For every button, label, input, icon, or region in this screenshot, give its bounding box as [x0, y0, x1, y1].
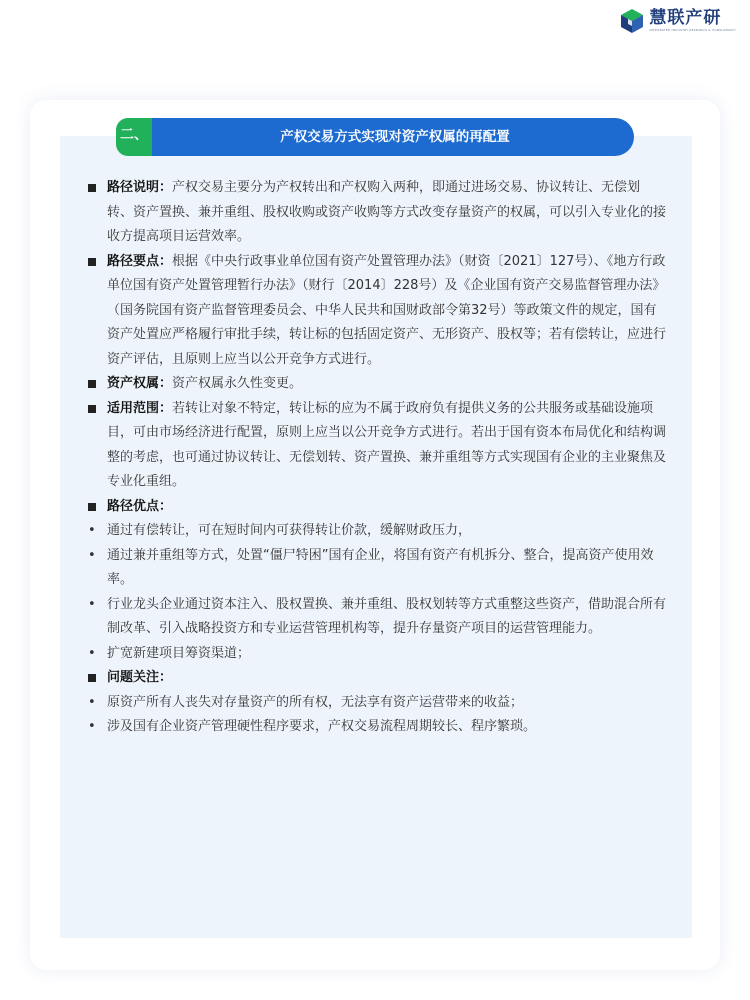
square-bullet-icon: [88, 674, 96, 682]
list-item: [86, 495, 666, 520]
dot-bullet-icon: •: [88, 547, 96, 563]
dot-bullet-icon: •: [88, 694, 96, 710]
list-item: [86, 642, 666, 667]
dot-bullet-icon: •: [88, 596, 96, 612]
bullet-list: [86, 176, 666, 740]
list-item: [86, 372, 666, 397]
list-item: [86, 715, 666, 740]
dot-bullet-icon: •: [88, 645, 96, 661]
item-text: 原资产所有人丧失对存量资产的所有权，无法享有资产运营带来的收益；: [107, 694, 524, 710]
logo-name: 慧联产研: [649, 8, 722, 28]
square-bullet-icon: [88, 503, 96, 511]
item-text: 若转让对象不特定，转让标的应为不属于政府负有提供义务的公共服务或基础设施项目，可由市场经济进行配置，原则上应当以公开竞争方式进行。若出于国有资本布局优化和结构调整的考虑，也可通过协议转让、无偿划转、资产置换、兼并重组等方式实现国有企业的主业聚焦及专业化重组。: [107, 400, 667, 489]
item-key: 路径说明：: [107, 180, 173, 195]
item-text: 扩宽新建项目筹资渠道；: [107, 645, 251, 661]
section-title: 产权交易方式实现对资产权属的再配置: [280, 129, 510, 145]
dot-bullet-icon: •: [88, 523, 96, 538]
item-text: 通过有偿转让，可在短时间内可获得转让价款，缓解财政压力，: [107, 523, 472, 538]
list-item: [86, 250, 666, 373]
square-bullet-icon: [88, 184, 96, 192]
item-text: 涉及国有企业资产管理硬性程序要求，产权交易流程周期较长、程序繁琐。: [107, 719, 537, 734]
section-banner: [116, 118, 634, 156]
list-item: [86, 691, 666, 716]
list-item: [86, 666, 666, 691]
list-item: [86, 519, 666, 544]
cube-logo-icon: [619, 8, 645, 34]
brand-logo: [619, 8, 736, 34]
section-number-badge: 二、: [116, 118, 152, 156]
item-key: 适用范围：: [107, 400, 173, 416]
item-text: 根据《中央行政事业单位国有资产处置管理办法》（财资〔2021〕127号）、《地方行政单位国有资产处置管理暂行办法》（财行〔2014〕228号）及《企业国有资产交易监督管理办法》（国务院国有资产监督管理委员会、中华人民共和国财政部令第32号）等政策文件的规定，国有资产处置应严格履行审批手续，转让标的包括固定资产、无形资产、股权等；若有偿转让，应进行资产评估，且原则上应当以公开竞争方式进行。: [107, 253, 667, 367]
item-text: 资产权属永久性变更。: [172, 376, 303, 391]
dot-bullet-icon: •: [88, 719, 96, 734]
square-bullet-icon: [88, 380, 96, 388]
list-item: [86, 176, 666, 250]
list-item: [86, 544, 666, 593]
item-text: 行业龙头企业通过资本注入、股权置换、兼并重组、股权划转等方式重整这些资产，借助混合所有制改革、引入战略投资方和专业运营管理机构等，提升存量资产项目的运营管理能力。: [107, 596, 667, 636]
square-bullet-icon: [88, 405, 96, 413]
logo-subtitle: INTEGRATED INDUSTRY RESEARCH & CONSULTANCY: [649, 28, 736, 32]
list-item: [86, 397, 666, 495]
square-bullet-icon: [88, 258, 96, 266]
item-key: 路径优点：: [107, 498, 173, 514]
item-key: 路径要点：: [107, 253, 173, 269]
item-key: 问题关注：: [107, 670, 173, 685]
item-text: 产权交易主要分为产权转出和产权购入两种，即通过进场交易、协议转让、无偿划转、资产置换、兼并重组、股权收购或资产收购等方式改变存量资产的权属，可以引入专业化的接收方提高项目运营效率。: [107, 180, 667, 244]
item-key: 资产权属：: [107, 376, 173, 391]
item-text: 通过兼并重组等方式，处置“僵尸特困”国有企业，将国有资产有机拆分、整合，提高资产使用效率。: [107, 547, 654, 587]
list-item: [86, 593, 666, 642]
